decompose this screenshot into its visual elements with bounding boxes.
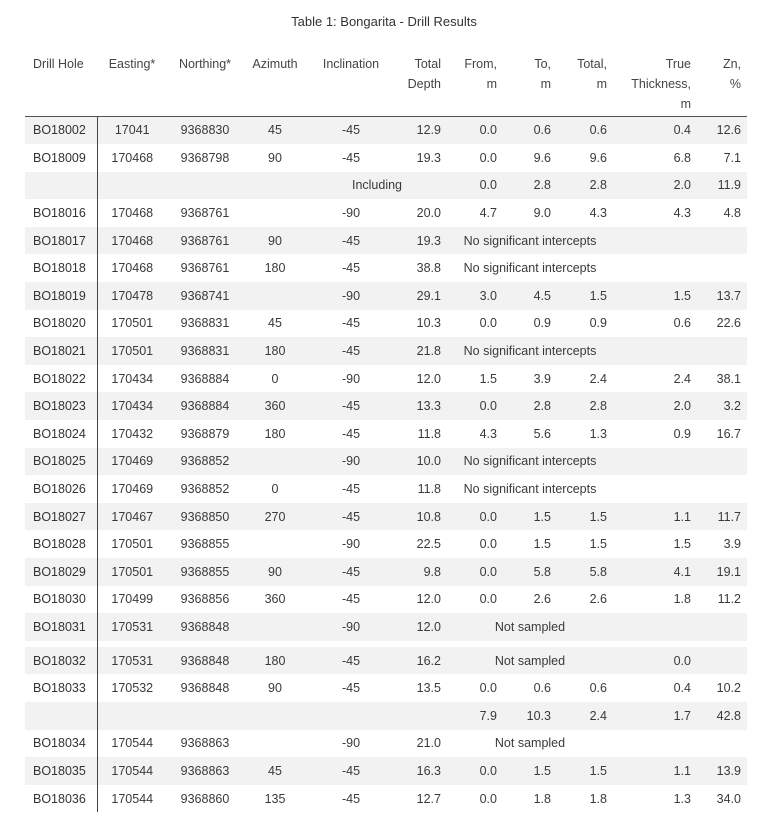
cell-azimuth: 180 xyxy=(243,647,307,675)
cell-northing: 9368863 xyxy=(167,757,243,785)
cell-drill-hole: BO18035 xyxy=(25,757,97,785)
cell-from: 0.0 xyxy=(479,791,497,806)
cell-to: 1.5 xyxy=(533,537,551,552)
cell-inclination: -45 xyxy=(341,316,361,331)
table-row xyxy=(25,558,747,586)
cell-to: 0.6 xyxy=(533,681,551,696)
cell-drill-hole: BO18028 xyxy=(25,530,97,558)
cell-to: 9.0 xyxy=(533,206,551,221)
cell-azimuth: 180 xyxy=(264,426,286,441)
cell-northing xyxy=(167,172,243,200)
cell-from: 0.0 xyxy=(447,503,503,531)
cell-inclination: -45 xyxy=(341,426,361,441)
cell-from: 1.5 xyxy=(479,371,497,386)
cell-zn: 42.8 xyxy=(697,702,747,730)
cell-inclination: -90 xyxy=(307,282,395,310)
cell-zn xyxy=(697,730,747,758)
cell-intercept-note: No significant intercepts xyxy=(463,261,597,276)
cell-from: 0.0 xyxy=(479,537,497,552)
cell-true-thickness: 4.1 xyxy=(613,558,697,586)
cell-from: 0.0 xyxy=(479,681,497,696)
cell-inclination xyxy=(307,702,395,730)
cell-zn xyxy=(697,475,747,503)
cell-total-depth: 21.0 xyxy=(416,736,441,751)
cell-true-thickness: 0.4 xyxy=(613,116,697,144)
cell-true-thickness: 1.8 xyxy=(673,592,691,607)
cell-total-depth: 22.5 xyxy=(416,537,441,552)
cell-total-depth: 12.7 xyxy=(416,791,441,806)
cell-true-thickness xyxy=(613,613,697,641)
cell-from: 4.7 xyxy=(479,206,497,221)
table-row xyxy=(25,730,747,758)
cell-azimuth: 360 xyxy=(264,592,286,607)
cell-intercept-note: No significant intercepts xyxy=(447,448,613,476)
cell-azimuth xyxy=(243,172,307,200)
cell-true-thickness: 2.0 xyxy=(613,172,697,200)
cell-zn: 4.8 xyxy=(723,206,741,221)
cell-to: 1.5 xyxy=(503,503,557,531)
cell-from: 0.0 xyxy=(447,558,503,586)
cell-total-depth: 12.0 xyxy=(416,592,441,607)
cell-inclination: -90 xyxy=(341,736,361,751)
cell-inclination: -45 xyxy=(341,681,361,696)
cell-zn: 3.9 xyxy=(723,537,741,552)
cell-azimuth: 270 xyxy=(243,503,307,531)
cell-easting: 170468 xyxy=(97,227,167,255)
cell-zn: 7.1 xyxy=(723,150,741,165)
cell-northing: 9368848 xyxy=(167,647,243,675)
cell-azimuth: 90 xyxy=(243,558,307,586)
cell-zn: 16.7 xyxy=(716,426,741,441)
cell-from: 4.3 xyxy=(479,426,497,441)
cell-drill-hole: BO18034 xyxy=(25,730,97,758)
header-northing: Northing* xyxy=(178,57,232,71)
cell-total-depth: 21.8 xyxy=(395,337,447,365)
cell-inclination: -45 xyxy=(307,757,395,785)
cell-easting: 170544 xyxy=(111,736,154,751)
table-row xyxy=(25,647,747,675)
cell-northing: 9368798 xyxy=(180,150,230,165)
cell-zn: 22.6 xyxy=(716,316,741,331)
cell-to: 5.8 xyxy=(503,558,557,586)
cell-zn: 34.0 xyxy=(716,791,741,806)
cell-zn: 10.2 xyxy=(716,681,741,696)
cell-northing: 9368848 xyxy=(180,681,230,696)
cell-azimuth: 180 xyxy=(264,261,286,276)
cell-drill-hole: BO18002 xyxy=(25,116,97,144)
cell-azimuth: 45 xyxy=(243,757,307,785)
cell-northing: 9368860 xyxy=(180,791,230,806)
cell-zn xyxy=(697,448,747,476)
cell-inclination: -90 xyxy=(341,371,361,386)
cell-total: 2.8 xyxy=(557,172,613,200)
cell-easting: 170469 xyxy=(111,482,154,497)
cell-total-depth: 19.3 xyxy=(416,150,441,165)
cell-inclination: -45 xyxy=(307,227,395,255)
cell-northing: 9368831 xyxy=(180,316,230,331)
cell-intercept-note: Not sampled xyxy=(447,613,613,641)
table-row xyxy=(25,702,747,730)
cell-zn xyxy=(697,337,747,365)
cell-true-thickness: 2.0 xyxy=(613,392,697,420)
cell-northing: 9368761 xyxy=(180,206,230,221)
cell-total-depth: 13.5 xyxy=(416,681,441,696)
cell-inclination: -45 xyxy=(341,592,361,607)
cell-total: 0.6 xyxy=(557,116,613,144)
cell-northing: 9368884 xyxy=(167,392,243,420)
cell-total: 1.5 xyxy=(557,282,613,310)
header-total-depth: Total Depth xyxy=(407,57,441,91)
cell-total-depth: 11.8 xyxy=(417,426,441,441)
cell-total-depth: 19.3 xyxy=(395,227,447,255)
cell-inclination: -45 xyxy=(341,482,361,497)
cell-azimuth: 360 xyxy=(243,392,307,420)
cell-true-thickness: 1.1 xyxy=(613,503,697,531)
cell-inclination: -45 xyxy=(307,337,395,365)
cell-azimuth: 90 xyxy=(243,227,307,255)
cell-zn: 3.2 xyxy=(697,392,747,420)
cell-true-thickness xyxy=(613,448,697,476)
cell-zn xyxy=(697,613,747,641)
cell-azimuth xyxy=(243,199,307,227)
cell-from: 0.0 xyxy=(479,592,497,607)
cell-zn xyxy=(697,647,747,675)
cell-inclination: -45 xyxy=(307,503,395,531)
header-to: To, m xyxy=(534,57,551,91)
cell-total: 0.9 xyxy=(589,316,607,331)
drill-results-table xyxy=(25,50,747,812)
table-row xyxy=(25,227,747,255)
cell-zn: 11.2 xyxy=(717,592,741,607)
cell-easting: 170469 xyxy=(97,448,167,476)
cell-northing: 9368855 xyxy=(180,537,230,552)
cell-total: 9.6 xyxy=(589,150,607,165)
table-row xyxy=(25,674,747,702)
cell-true-thickness: 1.3 xyxy=(673,791,691,806)
cell-drill-hole: BO18031 xyxy=(25,613,97,641)
table-row xyxy=(25,530,747,558)
cell-easting: 170531 xyxy=(97,613,167,641)
cell-northing: 9368761 xyxy=(167,227,243,255)
cell-to: 2.8 xyxy=(503,172,557,200)
cell-inclination: -45 xyxy=(307,558,395,586)
header-easting: Easting* xyxy=(108,57,156,71)
cell-easting: 170501 xyxy=(97,337,167,365)
cell-northing: 9368855 xyxy=(167,558,243,586)
cell-azimuth xyxy=(243,702,307,730)
cell-azimuth: 0 xyxy=(271,371,279,386)
cell-true-thickness xyxy=(613,730,697,758)
cell-azimuth xyxy=(243,448,307,476)
cell-inclination: -45 xyxy=(307,116,395,144)
cell-from: 0.0 xyxy=(447,392,503,420)
cell-total: 5.8 xyxy=(557,558,613,586)
cell-zn: 11.9 xyxy=(697,172,747,200)
cell-northing xyxy=(167,702,243,730)
cell-azimuth: 45 xyxy=(268,316,282,331)
cell-easting: 170434 xyxy=(97,392,167,420)
header-zn: Zn, % xyxy=(722,57,741,91)
cell-to: 0.6 xyxy=(503,116,557,144)
cell-from: 0.0 xyxy=(447,757,503,785)
table-row xyxy=(25,757,747,785)
table-row xyxy=(25,172,747,200)
cell-azimuth: 0 xyxy=(271,482,279,497)
table-row xyxy=(25,448,747,476)
cell-northing: 9368830 xyxy=(167,116,243,144)
cell-easting: 170468 xyxy=(111,206,154,221)
cell-azimuth: 90 xyxy=(268,681,282,696)
cell-to: 2.6 xyxy=(533,592,551,607)
cell-zn: 38.1 xyxy=(716,371,741,386)
cell-to: 9.6 xyxy=(533,150,551,165)
cell-easting: 170544 xyxy=(111,791,154,806)
header-azimuth: Azimuth xyxy=(252,57,298,71)
cell-drill-hole: BO18020 xyxy=(25,310,97,338)
table-row xyxy=(25,116,747,144)
cell-northing: 9368831 xyxy=(167,337,243,365)
cell-northing: 9368848 xyxy=(167,613,243,641)
cell-from: 0.0 xyxy=(447,116,503,144)
cell-total: 1.5 xyxy=(589,537,607,552)
cell-drill-hole: BO18032 xyxy=(25,647,97,675)
cell-total-depth: 12.0 xyxy=(395,613,447,641)
cell-easting: 170468 xyxy=(111,150,154,165)
cell-to: 1.8 xyxy=(533,791,551,806)
cell-northing: 9368850 xyxy=(167,503,243,531)
cell-easting: 170532 xyxy=(111,681,154,696)
cell-inclination: -45 xyxy=(307,392,395,420)
cell-easting: 170501 xyxy=(111,316,154,331)
cell-from: 0.0 xyxy=(479,150,497,165)
cell-zn: 11.7 xyxy=(697,503,747,531)
cell-true-thickness: 0.9 xyxy=(673,426,691,441)
cell-true-thickness: 0.0 xyxy=(613,647,697,675)
cell-inclination: -90 xyxy=(307,448,395,476)
cell-drill-hole: BO18024 xyxy=(25,420,97,448)
table-body xyxy=(25,116,747,812)
cell-total: 1.5 xyxy=(557,503,613,531)
table-row xyxy=(25,785,747,813)
cell-easting: 170468 xyxy=(111,261,154,276)
cell-azimuth: 45 xyxy=(243,116,307,144)
cell-northing: 9368884 xyxy=(180,371,230,386)
cell-azimuth xyxy=(243,730,307,758)
table-row xyxy=(25,310,747,338)
cell-true-thickness xyxy=(613,475,697,503)
cell-drill-hole: BO18029 xyxy=(25,558,97,586)
cell-total-depth: 10.8 xyxy=(395,503,447,531)
cell-total: 4.3 xyxy=(589,206,607,221)
table-row xyxy=(25,613,747,641)
cell-total-depth xyxy=(395,702,447,730)
cell-total: 2.6 xyxy=(589,592,607,607)
cell-drill-hole xyxy=(25,702,97,730)
cell-drill-hole: BO18030 xyxy=(25,586,97,614)
cell-zn: 13.7 xyxy=(697,282,747,310)
cell-inclination: -90 xyxy=(341,206,361,221)
cell-azimuth: 90 xyxy=(268,150,282,165)
cell-total: 1.5 xyxy=(557,757,613,785)
cell-northing: 9368856 xyxy=(180,592,230,607)
cell-true-thickness: 1.7 xyxy=(613,702,697,730)
cell-total-depth: 12.0 xyxy=(416,371,441,386)
cell-to: 1.5 xyxy=(503,757,557,785)
cell-easting xyxy=(97,702,167,730)
cell-easting: 17041 xyxy=(97,116,167,144)
cell-azimuth xyxy=(243,613,307,641)
cell-northing: 9368879 xyxy=(180,426,230,441)
table-row xyxy=(25,254,747,282)
cell-true-thickness: 1.5 xyxy=(613,282,697,310)
cell-easting: 170434 xyxy=(111,371,154,386)
cell-from: 3.0 xyxy=(447,282,503,310)
header-true-thickness: True Thickness, m xyxy=(631,57,691,111)
cell-true-thickness: 1.5 xyxy=(673,537,691,552)
cell-to: 5.6 xyxy=(533,426,551,441)
cell-easting: 170478 xyxy=(97,282,167,310)
cell-drill-hole: BO18027 xyxy=(25,503,97,531)
table-row xyxy=(25,420,747,448)
cell-from: 0.0 xyxy=(479,316,497,331)
cell-intercept-note: No significant intercepts xyxy=(463,482,597,497)
cell-inclination: -45 xyxy=(341,150,361,165)
cell-total-depth: 20.0 xyxy=(416,206,441,221)
header-from: From, m xyxy=(464,57,497,91)
cell-intercept-note: No significant intercepts xyxy=(447,337,613,365)
cell-drill-hole: BO18018 xyxy=(25,254,97,282)
cell-intercept-note: No significant intercepts xyxy=(447,227,613,255)
cell-total-depth: 12.9 xyxy=(395,116,447,144)
cell-total: 2.8 xyxy=(557,392,613,420)
cell-northing: 9368852 xyxy=(180,482,230,497)
cell-true-thickness: 0.6 xyxy=(673,316,691,331)
cell-total-depth: 10.0 xyxy=(395,448,447,476)
cell-total-depth: 16.2 xyxy=(395,647,447,675)
cell-to: 0.9 xyxy=(533,316,551,331)
cell-total-depth: 11.8 xyxy=(417,482,441,497)
cell-easting: 170531 xyxy=(97,647,167,675)
cell-drill-hole: BO18026 xyxy=(25,475,97,503)
cell-total: 0.6 xyxy=(589,681,607,696)
cell-total: 2.4 xyxy=(589,371,607,386)
table-row xyxy=(25,586,747,614)
cell-northing: 9368852 xyxy=(167,448,243,476)
header-inclination: Inclination xyxy=(322,57,380,71)
cell-easting: 170499 xyxy=(111,592,154,607)
cell-true-thickness: 1.1 xyxy=(613,757,697,785)
header-drill-hole: Drill Hole xyxy=(33,57,84,71)
cell-intercept-note: Not sampled xyxy=(447,647,613,675)
cell-drill-hole: BO18022 xyxy=(25,365,97,393)
cell-total-depth: 16.3 xyxy=(395,757,447,785)
header-row xyxy=(25,50,747,116)
cell-northing: 9368863 xyxy=(180,736,230,751)
cell-total-depth: 29.1 xyxy=(395,282,447,310)
cell-to: 10.3 xyxy=(503,702,557,730)
cell-easting xyxy=(97,172,167,200)
table-row xyxy=(25,282,747,310)
cell-zn: 13.9 xyxy=(697,757,747,785)
cell-intercept-note: Not sampled xyxy=(494,736,566,751)
cell-to: 2.8 xyxy=(503,392,557,420)
cell-total-depth: 13.3 xyxy=(395,392,447,420)
cell-inclination: -90 xyxy=(341,537,361,552)
cell-total-depth: 10.3 xyxy=(416,316,441,331)
cell-drill-hole: BO18019 xyxy=(25,282,97,310)
cell-true-thickness xyxy=(613,227,697,255)
cell-easting: 170432 xyxy=(111,426,154,441)
cell-drill-hole xyxy=(25,172,97,200)
cell-drill-hole: BO18017 xyxy=(25,227,97,255)
cell-drill-hole: BO18036 xyxy=(25,785,97,813)
cell-azimuth xyxy=(243,282,307,310)
cell-true-thickness: 4.3 xyxy=(673,206,691,221)
cell-easting: 170501 xyxy=(97,558,167,586)
header-total: Total, m xyxy=(577,57,607,91)
cell-azimuth: 135 xyxy=(264,791,286,806)
cell-azimuth xyxy=(243,530,307,558)
cell-drill-hole: BO18009 xyxy=(25,144,97,172)
cell-azimuth: 180 xyxy=(243,337,307,365)
cell-total-depth: 9.8 xyxy=(395,558,447,586)
cell-true-thickness xyxy=(613,254,697,282)
cell-drill-hole: BO18023 xyxy=(25,392,97,420)
table-title: Table 1: Bongarita - Drill Results xyxy=(291,14,477,29)
cell-drill-hole: BO18016 xyxy=(25,199,97,227)
cell-drill-hole: BO18025 xyxy=(25,448,97,476)
table-row xyxy=(25,392,747,420)
cell-true-thickness: 0.4 xyxy=(673,681,691,696)
table-row xyxy=(25,337,747,365)
cell-total-depth: 38.8 xyxy=(416,261,441,276)
table-row xyxy=(25,199,747,227)
cell-northing: 9368761 xyxy=(180,261,230,276)
cell-including-note: Including xyxy=(307,172,447,200)
cell-inclination: -45 xyxy=(341,261,361,276)
cell-zn xyxy=(697,227,747,255)
cell-easting: 170544 xyxy=(97,757,167,785)
cell-total: 1.3 xyxy=(589,426,607,441)
cell-drill-hole: BO18021 xyxy=(25,337,97,365)
cell-from: 0.0 xyxy=(447,172,503,200)
cell-true-thickness: 6.8 xyxy=(673,150,691,165)
cell-inclination: -90 xyxy=(307,613,395,641)
cell-zn xyxy=(697,254,747,282)
cell-zn: 19.1 xyxy=(697,558,747,586)
cell-true-thickness xyxy=(613,337,697,365)
table-row xyxy=(25,475,747,503)
cell-total: 1.8 xyxy=(589,791,607,806)
cell-from: 7.9 xyxy=(447,702,503,730)
cell-easting: 170501 xyxy=(111,537,154,552)
cell-zn: 12.6 xyxy=(697,116,747,144)
table-row xyxy=(25,503,747,531)
cell-easting: 170467 xyxy=(97,503,167,531)
table-row xyxy=(25,144,747,172)
cell-drill-hole: BO18033 xyxy=(25,674,97,702)
cell-inclination: -45 xyxy=(341,791,361,806)
cell-to: 3.9 xyxy=(533,371,551,386)
table-row xyxy=(25,365,747,393)
cell-true-thickness: 2.4 xyxy=(673,371,691,386)
cell-inclination: -45 xyxy=(307,647,395,675)
cell-to: 4.5 xyxy=(503,282,557,310)
cell-total: 2.4 xyxy=(557,702,613,730)
cell-northing: 9368741 xyxy=(167,282,243,310)
